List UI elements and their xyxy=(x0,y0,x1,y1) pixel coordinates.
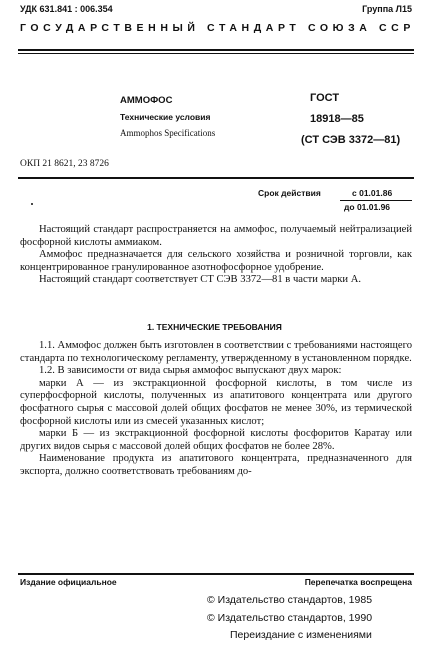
section-1-body xyxy=(20,340,412,479)
gost-number: 18918—85 xyxy=(310,113,364,125)
official-edition: Издание официальное xyxy=(20,577,117,587)
group-code: Группа Л15 xyxy=(362,4,412,14)
margin-dot xyxy=(31,203,33,205)
reissue-note: Переиздание с изменениями xyxy=(230,629,372,641)
udk-code: УДК 631.841 : 006.354 xyxy=(20,4,113,14)
st-sev-number: (СТ СЭВ 3372—81) xyxy=(301,134,401,146)
intro-paragraph-2: Аммофос предназначается для сельского хозяйства и розничной торговли, как концентрированное гранулированное азотнофосфорное удобрение. xyxy=(20,249,412,273)
product-name-en: Ammophos Specifications xyxy=(120,128,216,138)
export-name-note: Наименование продукта из апатитового концентрата, предназначенного для экспорта, должно соответствовать требованиям до- xyxy=(20,453,412,477)
intro-paragraph-3: Настоящий стандарт соответствует СТ СЭВ 3372—81 в части марки А. xyxy=(39,274,362,286)
intro-paragraphs xyxy=(20,224,412,287)
validity-underline xyxy=(340,200,412,201)
reprint-prohibited: Перепечатка воспрещена xyxy=(304,577,412,587)
grade-a-description: марки А — из экстракционной фосфорной кислоты, в том числе из суперфосфорной кислоты, полученных из апатитового концентрата или другого фосфатного сырья с массовой долей общих фосфатов не менее 30%, из термической фосфорной кислоты или из смесей указанных кислот; xyxy=(20,377,412,427)
copyright-1985: © Издательство стандартов, 1985 xyxy=(207,594,373,606)
product-subtitle: Технические условия xyxy=(120,112,211,122)
copyright-1990: © Издательство стандартов, 1990 xyxy=(207,612,373,624)
validity-to: до 01.01.96 xyxy=(344,202,391,212)
footer-rule xyxy=(18,573,414,575)
header-rule-thick xyxy=(18,49,414,51)
product-name: АММОФОС xyxy=(120,95,173,106)
gost-label: ГОСТ xyxy=(310,92,340,104)
okp-code: ОКП 21 8621, 23 8726 xyxy=(20,159,109,169)
validity-from: с 01.01.86 xyxy=(352,188,393,198)
clause-1-1: 1.1. Аммофос должен быть изготовлен в соответствии с требованиями настоящего стандарта по технологическому регламенту, утвержденному в установленном порядке. xyxy=(20,340,412,364)
title-rule xyxy=(18,177,414,179)
header-rule-thin xyxy=(18,53,414,54)
grade-b-description: марки Б — из экстракционной фосфорной кислоты фосфоритов Каратау или других видов сырья с массовой долей общих фосфатов не более 28%. xyxy=(20,428,412,452)
validity-label: Срок действия xyxy=(258,188,321,198)
section-1-title: 1. ТЕХНИЧЕСКИЕ ТРЕБОВАНИЯ xyxy=(147,322,282,332)
intro-paragraph-1: Настоящий стандарт распространяется на аммофос, получаемый нейтрализацией фосфорной кислоты аммиаком. xyxy=(20,224,412,248)
clause-1-2: 1.2. В зависимости от вида сырья аммофос выпускают двух марок: xyxy=(39,365,342,377)
state-standard-heading: ГОСУДАРСТВЕННЫЙ СТАНДАРТ СОЮЗА ССР xyxy=(20,22,415,34)
